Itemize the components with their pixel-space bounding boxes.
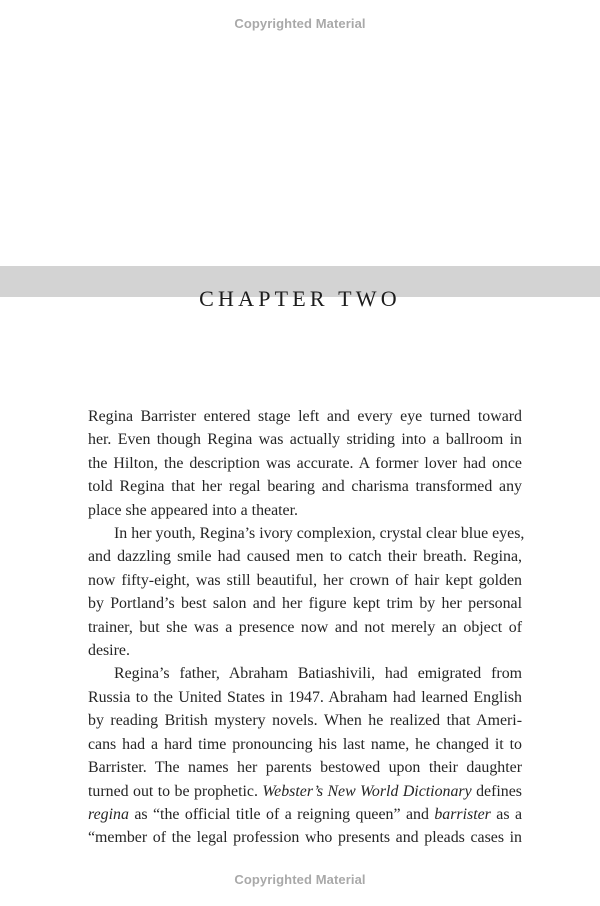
paragraph-1	[88, 405, 522, 522]
text-line: In her youth, Regina’s ivory complexion, crystal clear blue eyes,	[114, 525, 525, 543]
italic-term: barrister	[434, 805, 491, 823]
text-line: Regina’s father, Abraham Batiashivili, had emigrated from	[114, 665, 522, 683]
text-line: cans had a hard time pronouncing his last name, he changed it to	[88, 735, 522, 753]
text-line-with-italic	[88, 780, 522, 803]
text-line: told Regina that her regal bearing and charisma transformed any	[88, 478, 522, 496]
text-run: defines	[471, 782, 522, 800]
text-line: her. Even though Regina was actually striding into a ballroom in	[88, 431, 522, 449]
text-run: as “the official title of a reigning queen” and	[128, 805, 435, 823]
text-run: turned out to be prophetic.	[88, 782, 263, 800]
text-line: by reading British mystery novels. When he realized that Ameri-	[88, 712, 522, 730]
text-line: desire.	[88, 642, 130, 660]
paragraph-3	[88, 662, 522, 849]
text-line: the Hilton, the description was accurate. A former lover had once	[88, 454, 522, 472]
text-line: trainer, but she was a presence now and not merely an object of	[88, 618, 522, 636]
text-line: now fifty-eight, was still beautiful, her crown of hair kept golden	[88, 571, 522, 589]
text-line: Regina Barrister entered stage left and every eye turned toward	[88, 408, 522, 425]
text-line: by Portland’s best salon and her figure kept trim by her personal	[88, 595, 522, 613]
text-line: Russia to the United States in 1947. Abraham had learned English	[88, 688, 522, 706]
text-run: as a	[490, 805, 522, 823]
italic-title: Webster’s New World Dictionary	[262, 782, 472, 800]
text-line: Barrister. The names her parents bestowed upon their daughter	[88, 759, 522, 777]
copyright-watermark-top: Copyrighted Material	[234, 16, 366, 31]
text-line: and dazzling smile had caused men to catch their breath. Regina,	[88, 548, 522, 566]
italic-term: regina	[88, 805, 129, 823]
paragraph-2	[88, 522, 525, 662]
copyright-watermark-bottom: Copyrighted Material	[234, 872, 366, 887]
chapter-body	[88, 405, 525, 850]
text-line-with-italic	[88, 803, 522, 826]
text-line: place she appeared into a theater.	[88, 501, 298, 519]
chapter-title: CHAPTER TWO	[199, 286, 401, 311]
text-line: “member of the legal profession who presents and pleads cases in	[88, 829, 522, 847]
